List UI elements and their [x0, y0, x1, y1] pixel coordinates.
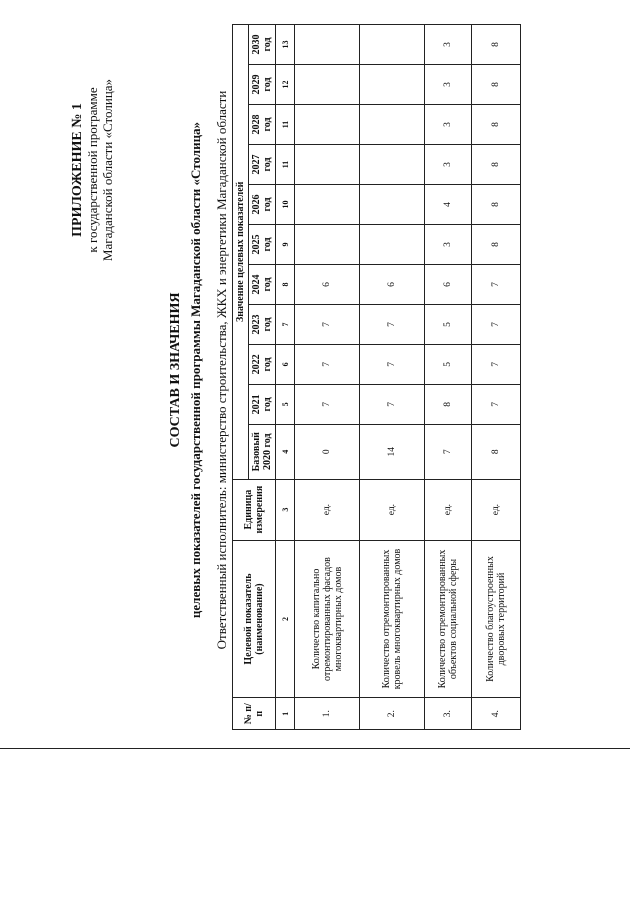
- value-cell: 7: [295, 304, 360, 344]
- value-cell: 6: [360, 264, 425, 304]
- table-row: [295, 25, 360, 730]
- column-number: 12: [276, 65, 295, 105]
- table-row: [425, 25, 472, 730]
- row-number: 4.: [472, 698, 521, 730]
- column-number: 11: [276, 145, 295, 185]
- column-number: 5: [276, 384, 295, 424]
- values-group-header: Значение целевых показателей: [233, 25, 249, 480]
- value-cell: 8: [472, 424, 521, 479]
- value-cell: [360, 105, 425, 145]
- indicator-unit: ед.: [295, 479, 360, 540]
- value-cell: [295, 145, 360, 185]
- column-number: 11: [276, 105, 295, 145]
- indicator-name: Количество благоустроенных дворовых территорий: [472, 540, 521, 698]
- column-number: 10: [276, 184, 295, 224]
- value-cell: 3: [425, 145, 472, 185]
- value-cell: 8: [472, 65, 521, 105]
- column-number: 4: [276, 424, 295, 479]
- value-cell: [360, 224, 425, 264]
- column-number: 2: [276, 540, 295, 698]
- value-cell: [295, 224, 360, 264]
- value-cell: [295, 105, 360, 145]
- year-header: 2030 год: [249, 25, 276, 65]
- indicator-unit: ед.: [425, 479, 472, 540]
- year-header: 2024 год: [249, 264, 276, 304]
- value-cell: [295, 25, 360, 65]
- appendix-header: [70, 20, 115, 320]
- year-header: 2026 год: [249, 184, 276, 224]
- row-number: 2.: [360, 698, 425, 730]
- value-cell: 3: [425, 65, 472, 105]
- appendix-line1: к государственной программе: [85, 87, 100, 253]
- value-cell: 8: [472, 145, 521, 185]
- value-cell: [295, 65, 360, 105]
- value-cell: [360, 65, 425, 105]
- value-cell: 7: [472, 344, 521, 384]
- value-cell: 3: [425, 105, 472, 145]
- indicator-name: Количество отремонтированных кровель многоквартирных домов: [360, 540, 425, 698]
- year-header: 2028 год: [249, 105, 276, 145]
- value-cell: 7: [295, 344, 360, 384]
- year-header: 2027 год: [249, 145, 276, 185]
- year-header: 2022 год: [249, 344, 276, 384]
- column-number: 7: [276, 304, 295, 344]
- appendix-line2: Магаданской области «Столица»: [100, 78, 115, 262]
- value-cell: 7: [360, 384, 425, 424]
- indicator-name: Количество капитально отремонтированных фасадов многоквартирных домов: [295, 540, 360, 698]
- value-cell: 7: [472, 264, 521, 304]
- value-cell: [360, 25, 425, 65]
- value-cell: 3: [425, 224, 472, 264]
- value-cell: 7: [425, 424, 472, 479]
- indicator-unit: ед.: [360, 479, 425, 540]
- year-header: 2029 год: [249, 65, 276, 105]
- value-cell: 8: [472, 105, 521, 145]
- value-cell: 8: [425, 384, 472, 424]
- value-cell: 7: [472, 384, 521, 424]
- column-numbers-row: [276, 25, 295, 730]
- value-cell: 8: [472, 224, 521, 264]
- doc-title: СОСТАВ И ЗНАЧЕНИЯ: [168, 292, 183, 448]
- column-number: 13: [276, 25, 295, 65]
- row-number: 3.: [425, 698, 472, 730]
- value-cell: [360, 184, 425, 224]
- appendix-title: ПРИЛОЖЕНИЕ № 1: [70, 103, 85, 237]
- value-cell: 5: [425, 304, 472, 344]
- page-divider: [0, 748, 630, 749]
- doc-subtitle: целевых показателей государственной программы Магаданской области «Столица»: [188, 121, 203, 619]
- value-cell: 7: [360, 344, 425, 384]
- value-cell: 6: [425, 264, 472, 304]
- value-cell: [360, 145, 425, 185]
- indicator-name: Количество отремонтированных объектов социальной сферы: [425, 540, 472, 698]
- year-header: Базовый 2020 год: [249, 424, 276, 479]
- col-num-header: № п/п: [233, 698, 276, 730]
- value-cell: 0: [295, 424, 360, 479]
- indicator-unit: ед.: [472, 479, 521, 540]
- value-cell: 4: [425, 184, 472, 224]
- year-header: 2021 год: [249, 384, 276, 424]
- column-number: 1: [276, 698, 295, 730]
- value-cell: 6: [295, 264, 360, 304]
- responsible-line: Ответственный исполнитель: министерство строительства, ЖКХ и энергетики Магаданской области: [214, 90, 229, 650]
- rotated-page: [20, 10, 640, 730]
- table-row: [472, 25, 521, 730]
- year-header: 2025 год: [249, 224, 276, 264]
- indicators-table: [232, 24, 521, 730]
- col-unit-header: Единица измерения: [233, 479, 276, 540]
- value-cell: 14: [360, 424, 425, 479]
- value-cell: 8: [472, 184, 521, 224]
- col-name-header: Целевой показатель (наименование): [233, 540, 276, 698]
- value-cell: 7: [472, 304, 521, 344]
- value-cell: 7: [295, 384, 360, 424]
- value-cell: 8: [472, 25, 521, 65]
- year-header: 2023 год: [249, 304, 276, 344]
- column-number: 8: [276, 264, 295, 304]
- table-row: [360, 25, 425, 730]
- column-number: 6: [276, 344, 295, 384]
- value-cell: [295, 184, 360, 224]
- column-number: 9: [276, 224, 295, 264]
- value-cell: 7: [360, 304, 425, 344]
- value-cell: 3: [425, 25, 472, 65]
- row-number: 1.: [295, 698, 360, 730]
- column-number: 3: [276, 479, 295, 540]
- header-row-1: [233, 25, 249, 730]
- value-cell: 5: [425, 344, 472, 384]
